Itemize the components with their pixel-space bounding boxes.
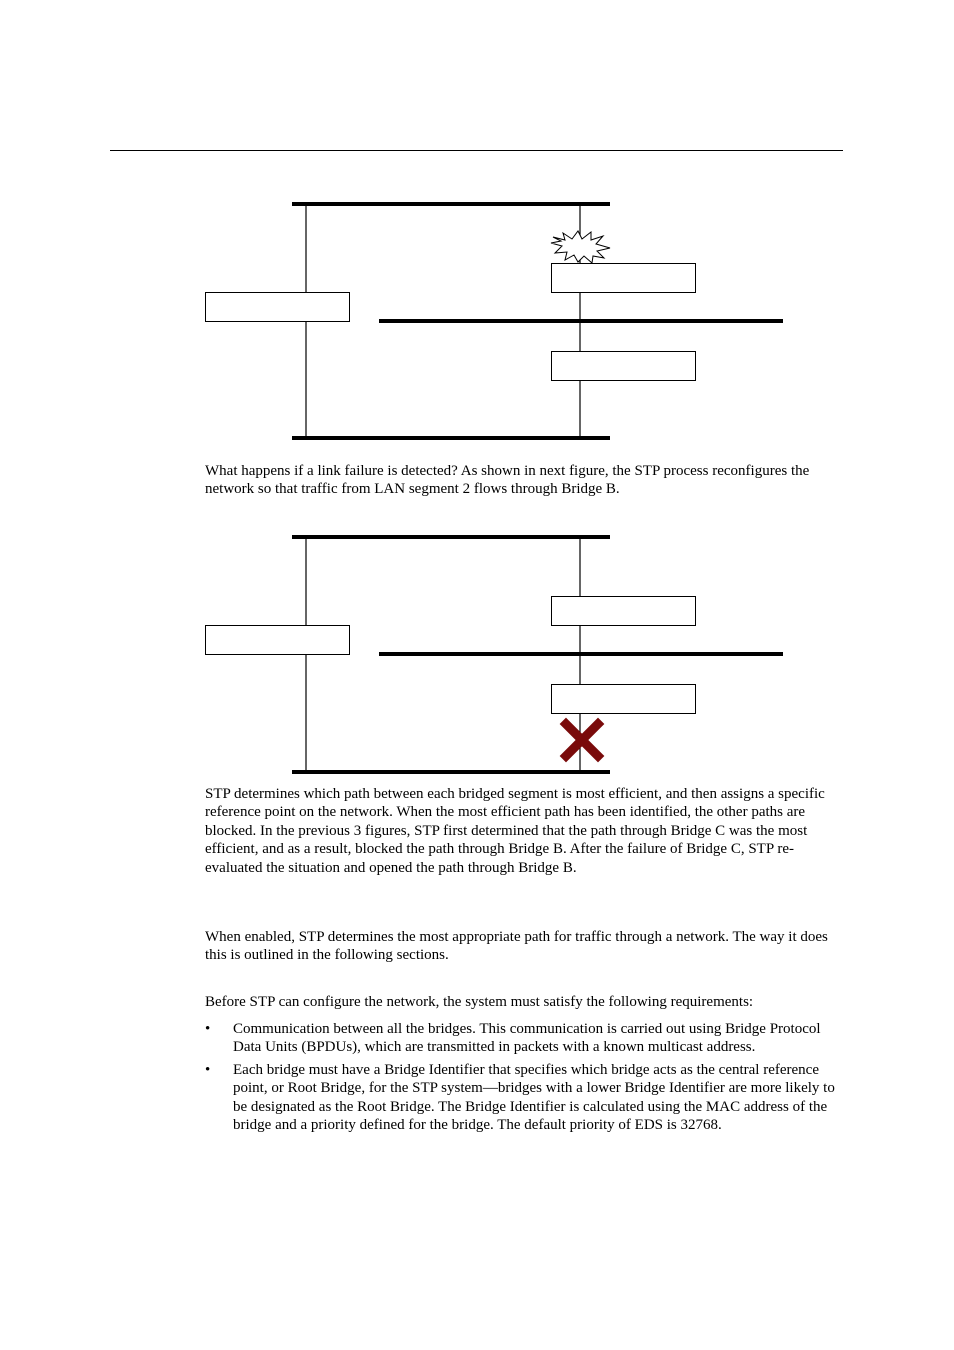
list-item-text: Each bridge must have a Bridge Identifier that specifies which bridge acts as the central reference point, or Root Bridge, for the STP system—bridges with a lower Bridge Identifier are more likely to be designated as the Root Bridge. The Bridge Identifier is calculated using the MAC address of the bridge and a priority defined for the bridge. The default priority of EDS is 32768.: [233, 1061, 835, 1134]
network-diagram-reconfigured: [0, 528, 954, 778]
paragraph-when-enabled: When enabled, STP determines the most appropriate path for traffic through a network. The way it does this is outlined in the following sections.: [205, 929, 828, 964]
bullet-icon: •: [205, 1061, 211, 1078]
list-item: [205, 1020, 845, 1057]
paragraph-stp-determines: STP determines which path between each bridged segment is most efficient, and then assigns a specific reference point on the network. When the most efficient path has been identified, the other paths are blocked. In the previous 3 figures, STP first determined that the path through Bridge C was the most efficient, and as a result, blocked the path through Bridge B. After the failure of Bridge C, STP re-evaluated the situation and opened the path through Bridge B.: [205, 786, 825, 876]
header-rule: [110, 150, 843, 151]
bridge-box-upper-right: [552, 597, 696, 626]
requirements-list: [205, 1020, 845, 1138]
paragraph-link-failure: What happens if a link failure is detected? As shown in next figure, the STP process reconfigures the network so that traffic from LAN segment 2 flows through Bridge B.: [205, 463, 810, 498]
bridge-box-left: [206, 626, 350, 655]
bridge-box-left: [206, 293, 350, 322]
blocked-x-icon: [566, 724, 598, 756]
bridge-box-lower-right: [552, 352, 696, 381]
list-item-text: Communication between all the bridges. This communication is carried out using Bridge Protocol Data Units (BPDUs), which are transmitted in packets with a known multicast address.: [233, 1021, 821, 1056]
bullet-icon: •: [205, 1021, 211, 1037]
failure-burst-icon: [551, 231, 610, 263]
bridge-box-upper-right: [552, 264, 696, 293]
list-item: [205, 1061, 845, 1135]
network-diagram-failure: [0, 195, 954, 445]
paragraph-before-stp: Before STP can configure the network, the system must satisfy the following requirements:: [205, 994, 754, 1010]
bridge-box-lower-right: [552, 685, 696, 714]
